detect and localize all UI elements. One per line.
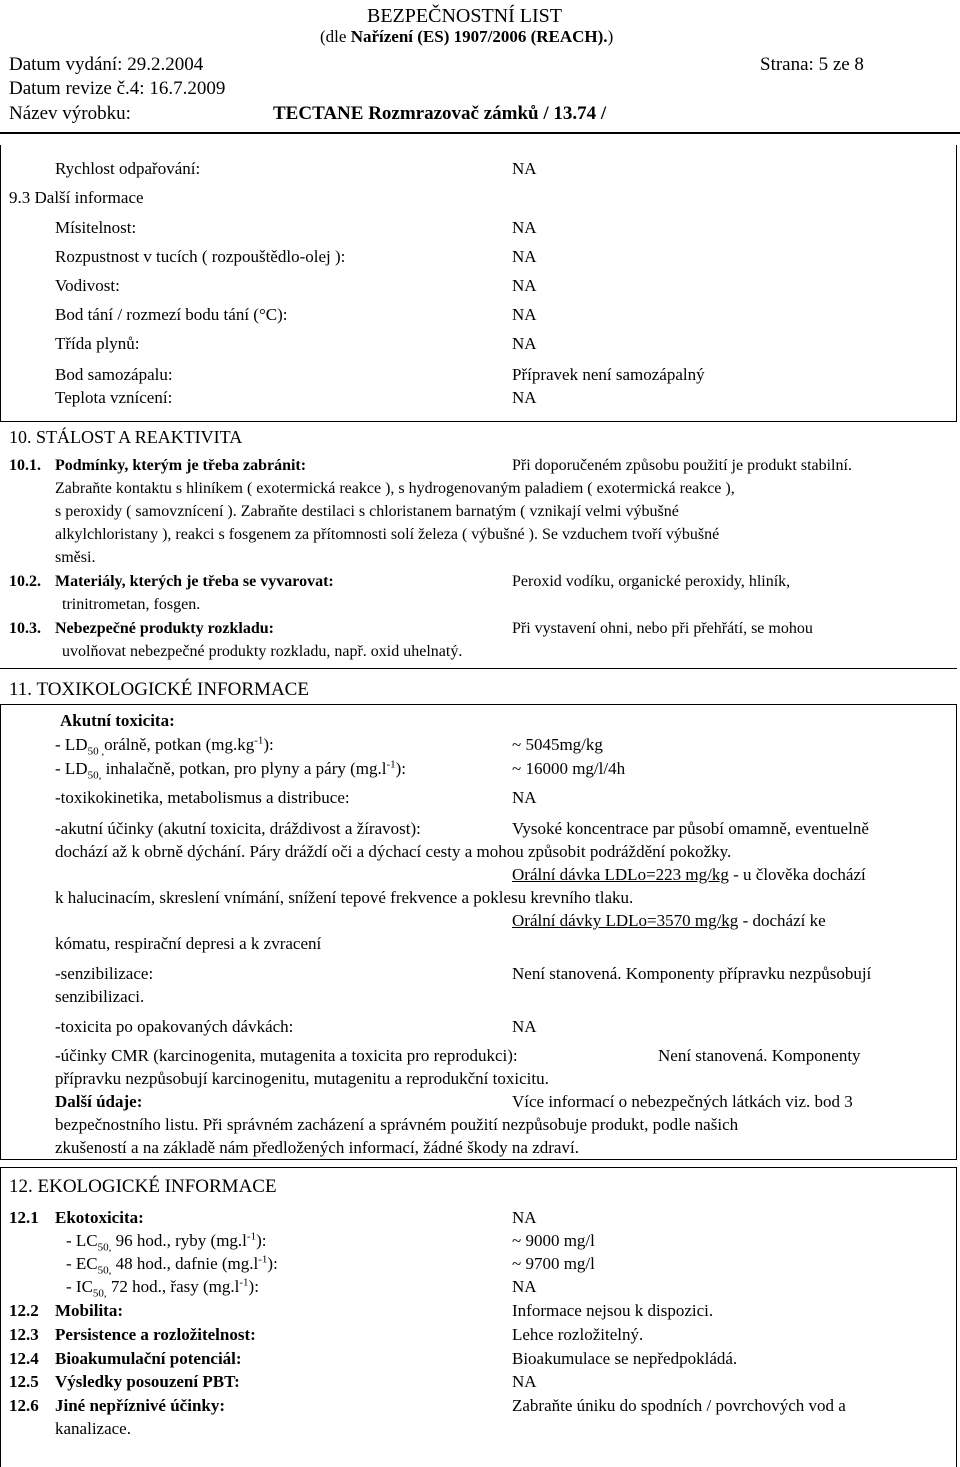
property-value: NA [512, 276, 537, 295]
subsection-number: 12.4 [9, 1349, 39, 1368]
section-11-heading: 11. TOXIKOLOGICKÉ INFORMACE [9, 679, 309, 700]
persistence-label: Persistence a rozložitelnost: [55, 1325, 256, 1344]
section12-box-right [956, 1167, 957, 1467]
subsection-10-2-number: 10.2. [9, 573, 41, 590]
text-line: zkušeností a na základě nám předložených informací, žádné škody na zdraví. [55, 1138, 579, 1157]
section9-box-right [956, 145, 957, 421]
mobility-value: Informace nejsou k dispozici. [512, 1301, 714, 1320]
bioaccumulation-value: Bioakumulace se nepředpokládá. [512, 1349, 738, 1368]
evaporation-rate-label: Rychlost odpařování: [55, 159, 201, 178]
subsection-number: 12.2 [9, 1301, 39, 1320]
subsection-10-1-value: Při doporučeném způsobu použití je produkt stabilní. [512, 457, 852, 474]
mobility-label: Mobilita: [55, 1301, 123, 1320]
issue-date: Datum vydání: 29.2.2004 [9, 54, 204, 75]
subsection-number: 12.3 [9, 1325, 39, 1344]
property-label: Bod tání / rozmezí bodu tání (°C): [55, 305, 288, 324]
section12-box-top [0, 1167, 957, 1168]
other-info-label: Další údaje: [55, 1092, 143, 1111]
property-label: Mísitelnost: [55, 218, 137, 237]
text-line: dochází až k obrně dýchání. Páry dráždí oči a dýchací cesty a mohou způsobit podráždění pokožky. [55, 842, 732, 861]
acute-effects-value: Vysoké koncentrace par působí omamně, eventuelně [512, 819, 869, 838]
subsection-10-2-label: Materiály, kterých je třeba se vyvarovat: [55, 573, 334, 590]
sensitization-label: -senzibilizace: [55, 964, 154, 983]
repeated-dose-value: NA [512, 1017, 537, 1036]
property-value: NA [512, 388, 537, 407]
oral-dose-2: Orální dávky LDLo=3570 mg/kg - dochází ke [512, 911, 826, 930]
product-name: TECTANE Rozmrazovač zámků / 13.74 / [273, 103, 607, 124]
section9-box-bottom [0, 421, 957, 422]
subsection-10-3-number: 10.3. [9, 620, 41, 637]
ic50-label: - $IC_{50,}$ 72 hod., řasy $(mg.l^{-1})$: [66, 1276, 259, 1300]
property-label: Bod samozápalu: [55, 365, 173, 384]
other-effects-label: Jiné nepříznivé účinky: [55, 1396, 226, 1415]
repeated-dose-label: -toxicita po opakovaných dávkách: [55, 1017, 294, 1036]
text-line: přípravku nezpůsobují karcinogenitu, mutagenitu a reprodukční toxicitu. [55, 1069, 549, 1088]
product-label: Název výrobku: [9, 103, 131, 124]
other-info-value: Více informací o nebezpečných látkách viz. bod 3 [512, 1092, 853, 1111]
ecotoxicity-number: 12.1 [9, 1208, 39, 1227]
section11-box-bottom [0, 1159, 957, 1160]
ecotoxicity-value: NA [512, 1208, 537, 1227]
text-line: s peroxidy ( samovznícení ). Zabraňte destilaci s chloristanem barnatým ( vznikají velmi výbušné [55, 503, 679, 520]
text-line: alkylchloristany ), reakci s fosgenem za přítomnosti solí železa ( výbušné ). Se vzduchem tvoří výbušné [55, 526, 720, 543]
property-value: NA [512, 305, 537, 324]
evaporation-rate-value: NA [512, 159, 537, 178]
toxikokinetika-label: -toxikokinetika, metabolismus a distribuce: [55, 788, 350, 807]
ld50-inhalation-label: - $LD_{50,}$ inhalačně, potkan, pro plyny a páry $(mg.l^{-1})$: [55, 758, 407, 782]
text-line: k halucinacím, skreslení vnímání, snížení tepové frekvence a poklesu krevního tlaku. [55, 888, 634, 907]
property-label: Třída plynů: [55, 334, 140, 353]
section-10-heading: 10. STÁLOST A REAKTIVITA [9, 427, 243, 447]
ec50-value: ~ 9700 mg/l [512, 1254, 595, 1273]
section11-box-left [0, 704, 1, 1159]
text-line: senzibilizaci. [55, 987, 145, 1006]
ld50-oral-label: - $LD_{50 ,}orá\ln ě$, potkan $(mg.kg^{-1})$: [55, 734, 274, 758]
section-12-heading: 12. EKOLOGICKÉ INFORMACE [9, 1176, 277, 1197]
text-line: směsi. [55, 549, 96, 566]
section11-box-top [0, 704, 957, 705]
document-title: BEZPEČNOSTNÍ LIST [367, 5, 562, 27]
property-value: NA [512, 334, 537, 353]
ec50-label: - $EC_{50,}$ 48 hod., dafnie $(mg.l^{-1})$: [66, 1253, 278, 1277]
property-value: NA [512, 247, 537, 266]
other-effects-value: Zabraňte úniku do spodních / povrchových vod a [512, 1396, 846, 1415]
text-line: kanalizace. [55, 1419, 131, 1438]
oral-dose-1: Orální dávka LDLo=223 mg/kg - u člověka dochází [512, 865, 866, 884]
property-value: NA [512, 218, 537, 237]
property-label: Rozpustnost v tucích ( rozpouštědlo-olej ): [55, 247, 346, 266]
section11-box-right [956, 704, 957, 1159]
property-label: Vodivost: [55, 276, 120, 295]
header-divider [0, 132, 960, 134]
cmr-effects-label: -účinky CMR (karcinogenita, mutagenita a toxicita pro reprodukci): [55, 1046, 518, 1065]
text-line: kómatu, respirační depresi a k zvracení [55, 934, 322, 953]
ld50-oral-value: ~ 5045mg/kg [512, 735, 603, 754]
lc50-label: - $LC_{50,}$ 96 hod., ryby $(mg.l^{-1})$: [66, 1230, 267, 1254]
subsection-10-2-value: Peroxid vodíku, organické peroxidy, hliník, [512, 573, 791, 590]
pbt-value: NA [512, 1372, 537, 1391]
text-line: Zabraňte kontaktu s hliníkem ( exotermická reakce ), s hydrogenovaným paladiem ( exotermická reakce ), [55, 480, 735, 497]
lc50-value: ~ 9000 mg/l [512, 1231, 595, 1250]
section9-box-left [0, 145, 1, 421]
subsection-10-1-number: 10.1. [9, 457, 41, 474]
persistence-value: Lehce rozložitelný. [512, 1325, 644, 1344]
sensitization-value: Není stanovená. Komponenty přípravku nezpůsobují [512, 964, 872, 983]
subsection-10-3-value: Při vystavení ohni, nebo při přehřátí, se mohou [512, 620, 813, 637]
section-9-3-heading: 9.3 Další informace [9, 188, 144, 207]
page-number: Strana: 5 ze 8 [760, 54, 864, 75]
property-value: Přípravek není samozápalný [512, 365, 705, 384]
property-label: Teplota vznícení: [55, 388, 173, 407]
subsection-10-1-label: Podmínky, kterým je třeba zabránit: [55, 457, 307, 474]
acute-toxicity-label: Akutní toxicita: [60, 711, 175, 730]
subsection-number: 12.6 [9, 1396, 39, 1415]
bioaccumulation-label: Bioakumulační potenciál: [55, 1349, 242, 1368]
section12-box-left [0, 1167, 1, 1467]
acute-effects-label: -akutní účinky (akutní toxicita, dráždivost a žíravost): [55, 819, 421, 838]
revision-date: Datum revize č.4: 16.7.2009 [9, 78, 226, 99]
document-subtitle: (dle Nařízení (ES) 1907/2006 (REACH).) [320, 27, 614, 46]
toxikokinetika-value: NA [512, 788, 537, 807]
cmr-effects-value: Není stanovená. Komponenty [658, 1046, 861, 1065]
ecotoxicity-label: Ekotoxicita: [55, 1208, 144, 1227]
section-divider [0, 668, 957, 669]
pbt-label: Výsledky posouzení PBT: [55, 1372, 240, 1391]
subsection-10-3-label: Nebezpečné produkty rozkladu: [55, 620, 274, 637]
text-line: bezpečnostního listu. Při správném zacházení a správném použití nezpůsobuje produkt, podle našich [55, 1115, 739, 1134]
subsection-number: 12.5 [9, 1372, 39, 1391]
text-line: trinitrometan, fosgen. [62, 596, 201, 613]
text-line: uvolňovat nebezpečné produkty rozkladu, např. oxid uhelnatý. [62, 643, 463, 660]
ld50-inhalation-value: ~ 16000 mg/l/4h [512, 759, 626, 778]
ic50-value: NA [512, 1277, 537, 1296]
